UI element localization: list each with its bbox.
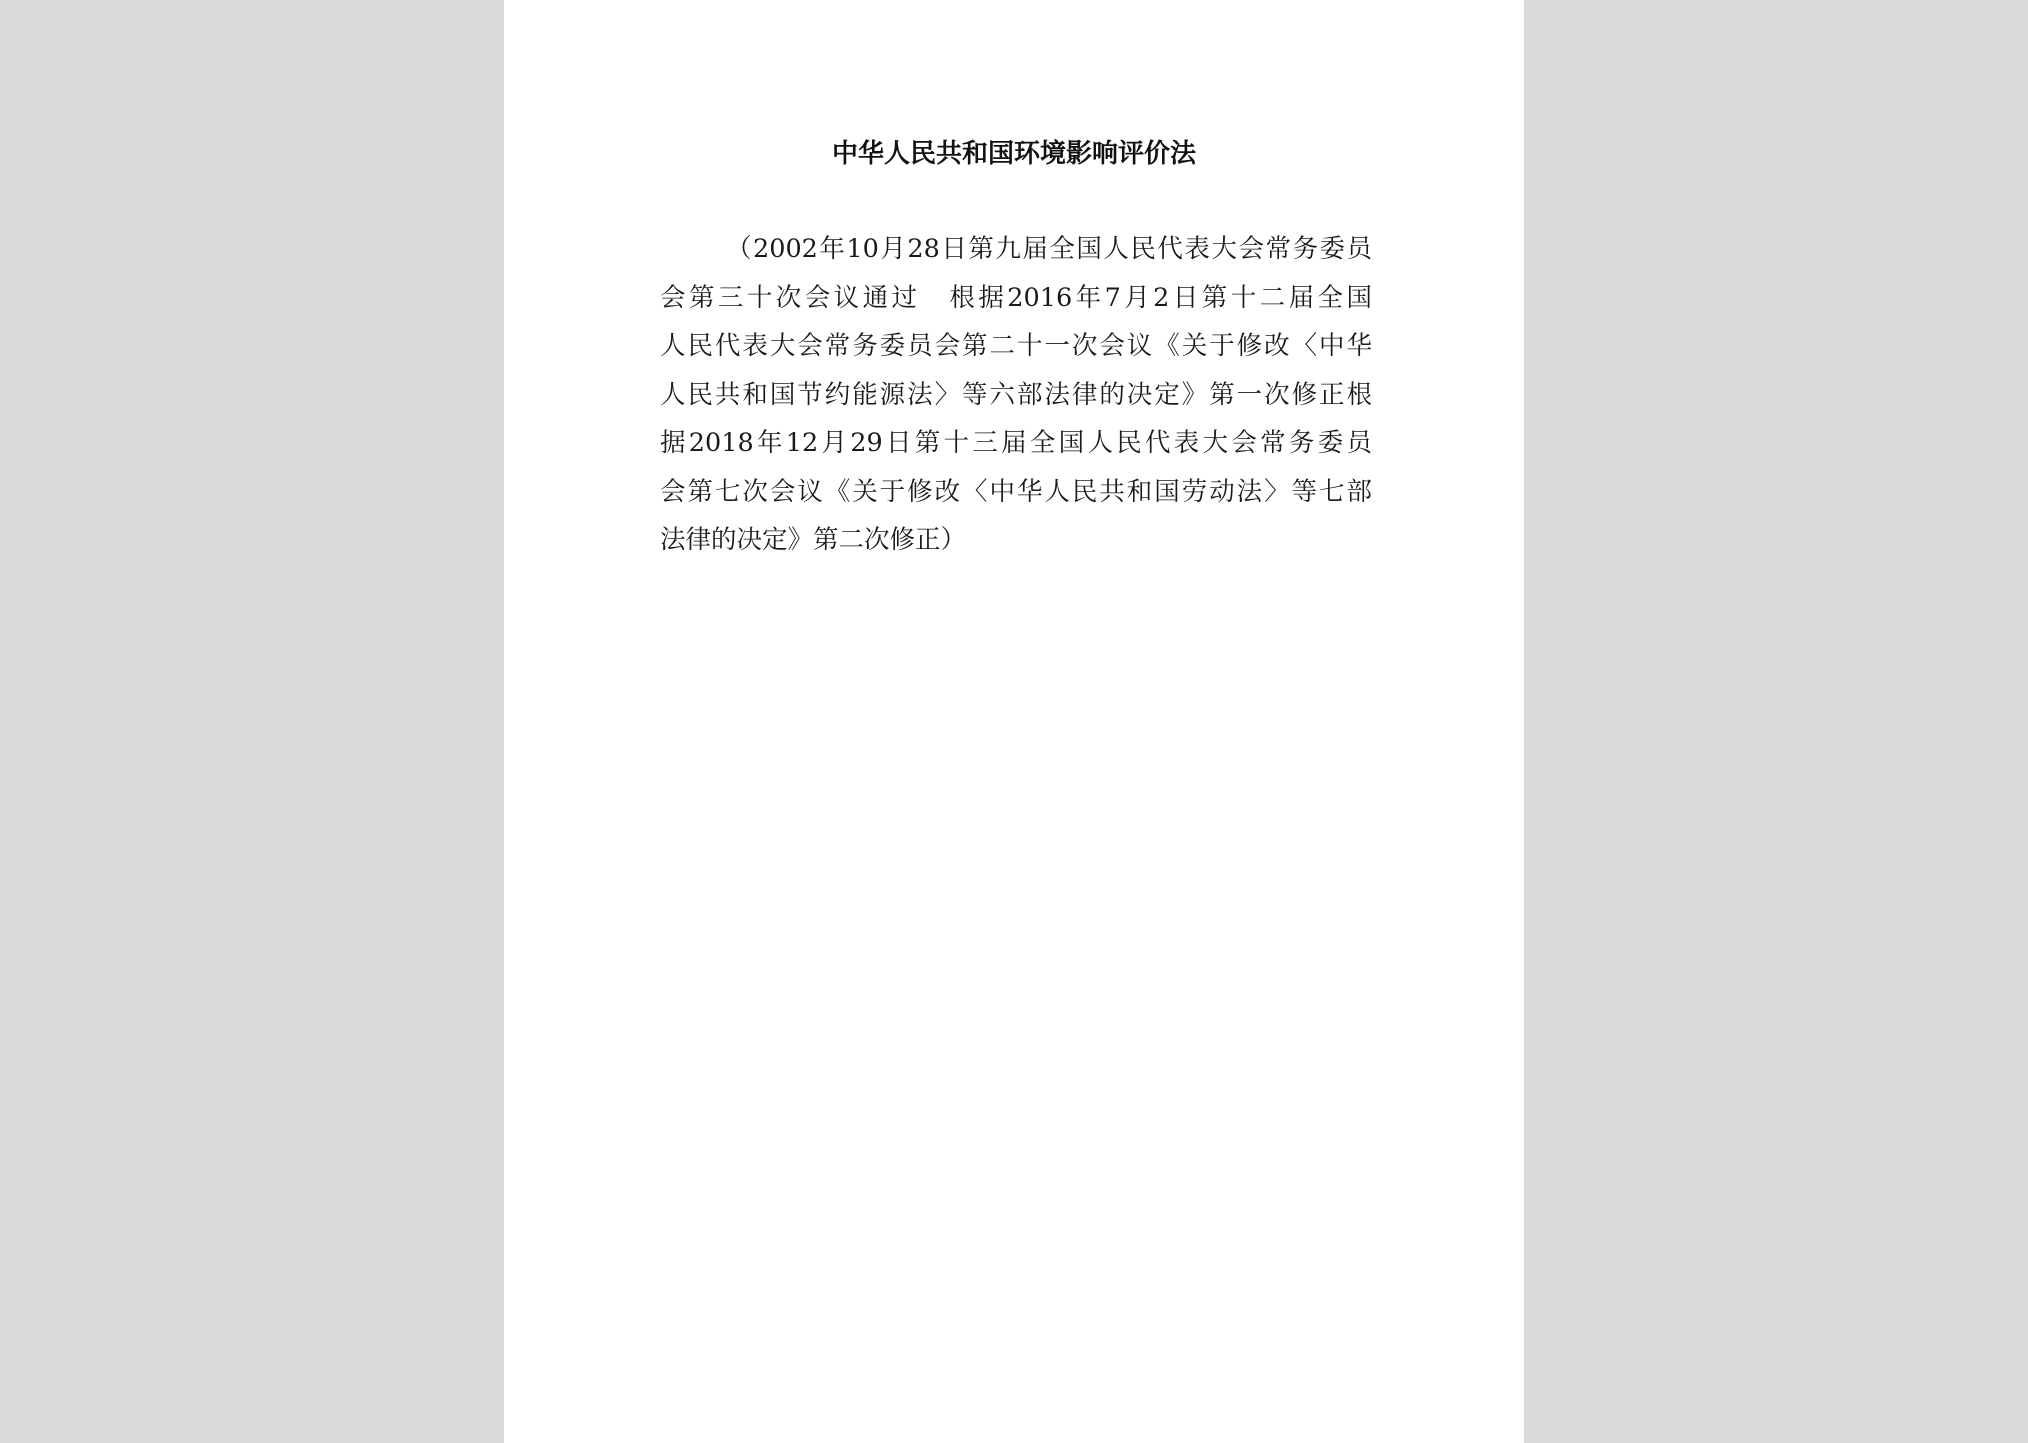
amendment-history-paragraph bbox=[660, 225, 1372, 565]
preamble-line: 人民共和国节约能源法〉等六部法律的决定》第一次修正根 bbox=[660, 379, 1372, 410]
document-title: 中华人民共和国环境影响评价法 bbox=[831, 139, 1196, 169]
preamble-line: 据2018年12月29日第十三届全国人民代表大会常务委员 bbox=[660, 428, 1372, 458]
preamble-line: 法律的决定》第二次修正） bbox=[660, 525, 967, 555]
preamble-line: 会第七次会议《关于修改〈中华人民共和国劳动法〉等七部 bbox=[660, 476, 1372, 507]
preamble-line: 会第三十次会议通过 根据2016年7月2日第十二届全国 bbox=[660, 282, 1372, 313]
preamble-line: （2002年10月28日第九届全国人民代表大会常务委员 bbox=[726, 234, 1372, 264]
document-page bbox=[504, 0, 1524, 1443]
preamble-line: 人民代表大会常务委员会第二十一次会议《关于修改〈中华 bbox=[660, 331, 1372, 361]
